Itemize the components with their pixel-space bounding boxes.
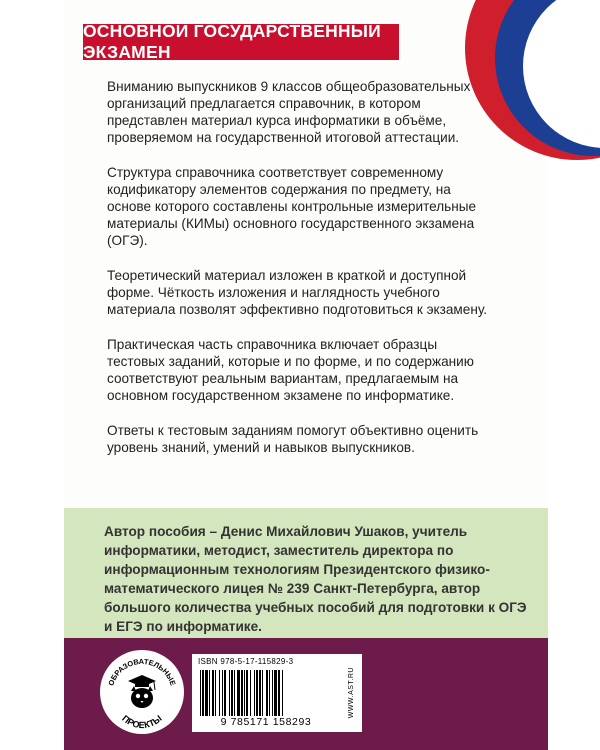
intro-paragraph-5: Ответы к тестовым заданиям помогут объективно оценить уровень знаний, умений и навыков выпускников.	[107, 423, 479, 455]
barcode-bar	[224, 670, 226, 716]
website-strip	[340, 654, 362, 732]
barcode-bar	[259, 670, 261, 716]
publisher-logo	[98, 648, 186, 736]
barcode-bar	[229, 670, 230, 716]
author-bio: Автор пособия – Денис Михайлович Ушаков, учитель информатики, методист, заместитель директора по информационным технологиям Президентского физико-математического лицея № 239 Санкт-Петербурга, автор большого количества учебных пособий для подготовки к ОГЭ и ЕГЭ по информатике.	[104, 524, 527, 634]
exam-title-band	[83, 21, 399, 62]
barcode-bar	[219, 670, 220, 716]
logo-top-text: ОБРАЗОВАТЕЛЬНЫЕ	[106, 656, 178, 687]
barcode-bar	[234, 670, 235, 716]
intro-paragraph-1: Вниманию выпускников 9 классов общеобразовательных организаций предлагается справочник, в котором представлен материал курса информатики в объёме, проверяемом на государственной итоговой аттестации.	[107, 79, 471, 145]
intro-paragraph-4: Практическая часть справочника включает образцы тестовых заданий, которые и по форме, и по содержанию соответствуют реальным вариантам, предлагаемым на основном государственном экзамене по информатике.	[107, 337, 474, 403]
barcode-bar	[231, 670, 233, 716]
barcode-bar	[274, 670, 277, 716]
barcode-bar	[254, 670, 255, 716]
barcode-bar	[215, 670, 216, 716]
intro-text	[107, 78, 492, 474]
isbn-number: ISBN 978-5-17-115829-3	[198, 657, 294, 666]
barcode-bars	[198, 670, 334, 716]
logo-bottom-text: ПРОЕКТЫ	[120, 713, 164, 731]
barcode-bar	[209, 670, 210, 716]
barcode-bar	[244, 670, 245, 716]
barcode-digits: 9 785171 158293	[220, 716, 312, 728]
barcode-bar	[282, 670, 283, 716]
intro-paragraph-3: Теоретический материал изложен в краткой и доступной форме. Чёткость изложения и наглядность учебного материала позволят эффективно подготовиться к экзамену.	[107, 268, 488, 317]
website-url: WWW.AST.RU	[347, 667, 355, 719]
author-panel	[64, 508, 548, 638]
barcode-bar	[266, 670, 268, 716]
intro-paragraph-2: Структура справочника соответствует современному кодификатору элементов содержания по предмету, на основе которого составлены контрольные измерительные материалы (КИМы) основного государственного экзамена (ОГЭ).	[107, 165, 477, 248]
barcode-bar	[250, 670, 251, 716]
barcode-bar	[269, 670, 270, 716]
barcode-bar	[256, 670, 258, 716]
barcode-bar	[237, 670, 240, 716]
barcode-bar	[241, 670, 243, 716]
barcode-bar	[272, 670, 273, 716]
barcode-bar	[262, 670, 263, 716]
barcode-bar	[278, 670, 280, 716]
barcode-bar	[246, 670, 248, 716]
barcode-bar	[200, 670, 201, 716]
exam-title: ОСНОВНОЙ ГОСУДАРСТВЕННЫЙ ЭКЗАМЕН	[83, 21, 381, 62]
barcode-bar	[202, 670, 204, 716]
barcode-bar	[222, 670, 223, 716]
isbn-barcode-box	[192, 654, 340, 732]
barcode-bar	[205, 670, 208, 716]
barcode-bar	[212, 670, 214, 716]
